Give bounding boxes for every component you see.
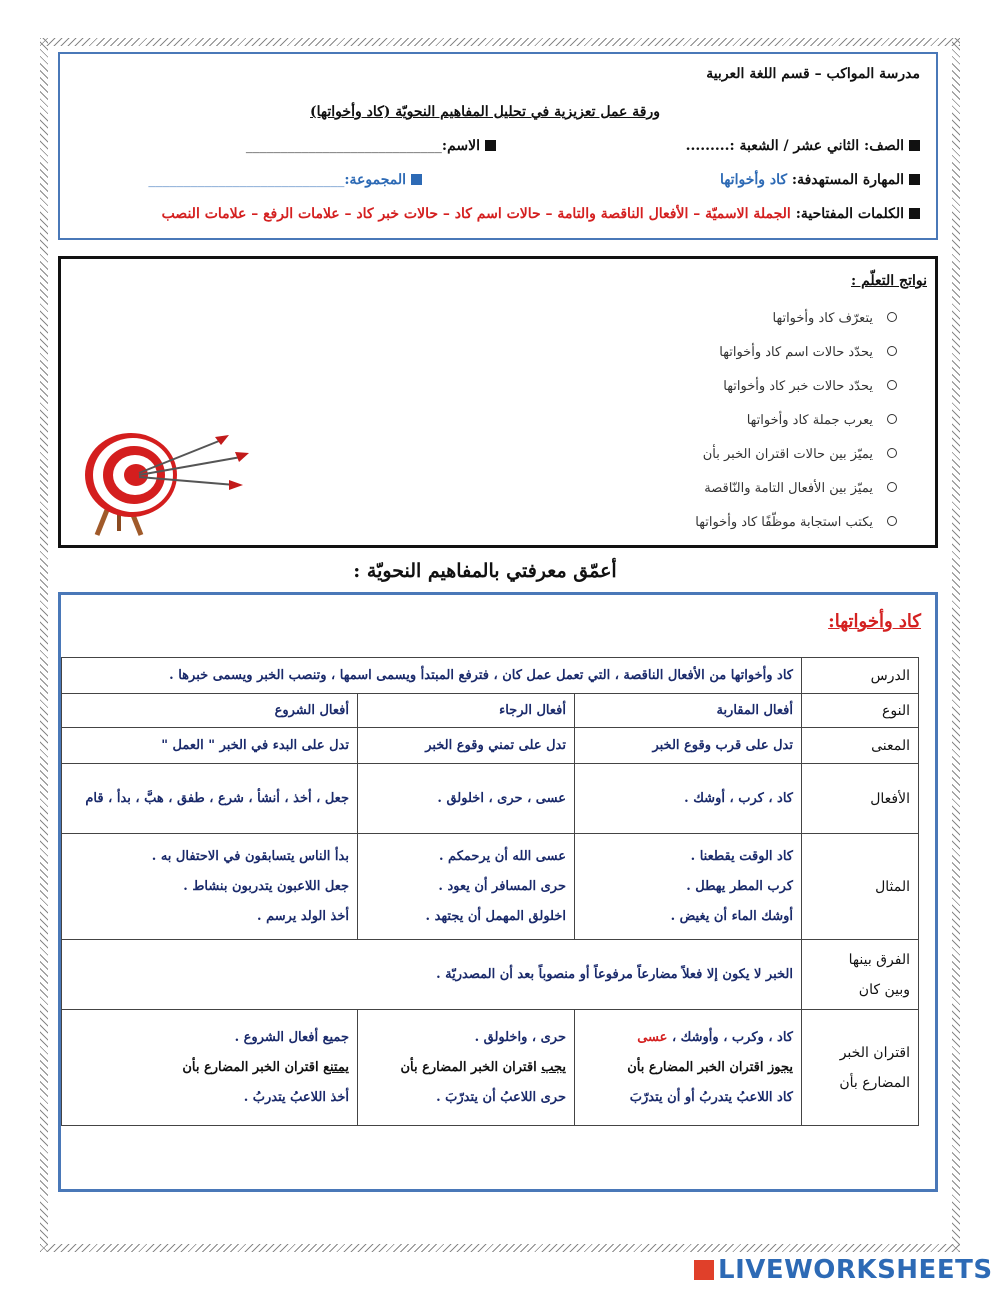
circle-bullet-icon xyxy=(887,312,897,322)
group-line xyxy=(148,172,422,188)
assoc-text: كاد ، وكرب ، وأوشك ، xyxy=(667,1029,793,1045)
assoc-text: اقتران الخبر المضارع بأن xyxy=(627,1059,768,1075)
worksheet-title xyxy=(310,104,660,120)
circle-bullet-icon xyxy=(887,414,897,424)
square-bullet-icon xyxy=(485,140,496,151)
square-bullet-icon xyxy=(909,208,920,219)
table-cell: تدل على قرب وقوع الخبر xyxy=(575,728,802,764)
row-header-line: الفرق بينها xyxy=(848,951,910,968)
circle-bullet-icon xyxy=(887,482,897,492)
table-row xyxy=(62,694,919,728)
table-cell: أفعال المقاربة xyxy=(575,694,802,728)
table-cell: تدل على تمني وقوع الخبر xyxy=(358,728,575,764)
assoc-text: اقتران الخبر المضارع بأن xyxy=(400,1059,542,1075)
table-cell xyxy=(575,834,802,940)
row-header-line: المضارع بأن xyxy=(839,1074,910,1091)
outcomes-title: نواتج التعلّم : xyxy=(851,273,927,289)
outcome-item xyxy=(695,515,897,530)
keywords-value: الجملة الاسميّة – الأفعال الناقصة والتامة – حالات اسم كاد – حالات خبر كاد – علامات الرفع – علامات النصب xyxy=(161,206,791,222)
row-header: المعنى xyxy=(802,728,919,764)
outcome-item xyxy=(773,311,898,326)
row-header xyxy=(802,940,919,1010)
outcome-text: يميّز بين الأفعال التامة والنّاقصة xyxy=(704,481,873,496)
assoc-rule: يجوز xyxy=(767,1059,793,1075)
assoc-line: أخذ اللاعبُ يتدربُ . xyxy=(243,1089,349,1105)
name-line xyxy=(246,138,496,154)
table-cell xyxy=(575,1010,802,1126)
header-box xyxy=(58,52,938,240)
assoc-line xyxy=(583,1023,793,1053)
group-label: المجموعة: xyxy=(344,172,406,188)
table-row xyxy=(62,1010,919,1126)
example-line: حرى المسافر أن يعود . xyxy=(438,878,566,894)
outcome-text: يتعرّف كاد وأخواتها xyxy=(772,311,873,326)
table-cell: أفعال الشروع xyxy=(62,694,358,728)
outcome-text: يعرب جملة كاد وأخواتها xyxy=(746,413,873,428)
example-line: جعل اللاعبون يتدربون بنشاط . xyxy=(183,878,349,894)
outcome-item xyxy=(719,345,897,360)
section-heading: أعمّق معرفتي بالمفاهيم النحويّة : xyxy=(353,560,617,582)
worksheet-title-text: ورقة عمل تعزيزية في تحليل المفاهيم النحويّة (كاد وأخواتها) xyxy=(310,104,660,120)
school-name: مدرسة المواكب – قسم اللغة العربية xyxy=(706,66,920,82)
outcome-item xyxy=(704,481,897,496)
circle-bullet-icon xyxy=(887,516,897,526)
row-header: المثال xyxy=(802,834,919,940)
grade-label: الصف: الثاني عشر / الشعبة :......... xyxy=(685,138,904,154)
skill-line xyxy=(720,172,920,188)
table-cell: كاد وأخواتها من الأفعال الناقصة ، التي تعمل عمل كان ، فترفع المبتدأ ويسمى اسمها ، وتنصب الخبر ويسمى خبرها . xyxy=(62,658,802,694)
row-header-line: وبين كان xyxy=(858,981,910,998)
square-bullet-icon xyxy=(909,174,920,185)
outcome-text: يكتب استجابة موظّفًا كاد وأخواتها xyxy=(695,515,873,530)
example-line: كرب المطر يهطل . xyxy=(686,878,793,894)
liveworksheets-logo xyxy=(694,1255,993,1285)
assoc-line: حرى ، واخلولق . xyxy=(474,1029,566,1045)
assoc-line: كاد اللاعبُ يتدربُ أو أن يتدرّبَ xyxy=(629,1089,793,1105)
keywords-line xyxy=(162,206,920,222)
example-line: أخذ الولد يرسم . xyxy=(257,908,349,924)
circle-bullet-icon xyxy=(887,346,897,356)
table-cell: تدل على البدء في الخبر " العمل " xyxy=(62,728,358,764)
assoc-rule: يجب xyxy=(541,1059,566,1075)
keywords-label: الكلمات المفتاحية: xyxy=(795,206,904,222)
table-row xyxy=(62,834,919,940)
name-field[interactable]: ____________________________ xyxy=(245,138,442,154)
skill-label: المهارة المستهدفة: xyxy=(791,172,904,188)
example-line: كاد الوقت يقطعنا . xyxy=(690,848,793,864)
table-cell: جعل ، أخذ ، أنشأ ، شرع ، طفق ، هبَّ ، بدأ ، قام xyxy=(62,764,358,834)
example-line: اخلولق المهمل أن يجتهد . xyxy=(425,908,566,924)
outcome-text: يحدّد حالات خبر كاد وأخواتها xyxy=(723,379,873,394)
assoc-line xyxy=(583,1053,793,1083)
lesson-table xyxy=(61,657,919,1126)
decorative-border-right xyxy=(952,38,960,1252)
outcome-text: يميّز بين حالات اقتران الخبر بأن xyxy=(702,447,873,462)
outcome-item xyxy=(703,447,897,462)
table-row xyxy=(62,658,919,694)
row-header: النوع xyxy=(802,694,919,728)
assoc-line: حرى اللاعبُ أن يتدرّبَ . xyxy=(436,1089,566,1105)
example-line: بدأ الناس يتسابقون في الاحتفال به . xyxy=(151,848,349,864)
table-cell: عسى ، حرى ، اخلولق . xyxy=(358,764,575,834)
example-line: عسى الله أن يرحمكم . xyxy=(439,848,566,864)
table-row xyxy=(62,764,919,834)
lesson-box xyxy=(58,592,938,1192)
square-bullet-icon xyxy=(909,140,920,151)
table-cell: الخبر لا يكون إلا فعلاً مضارعاً مرفوعاً أو منصوباً بعد أن المصدريّة . xyxy=(62,940,802,1010)
row-header: الأفعال xyxy=(802,764,919,834)
group-field[interactable]: ____________________________ xyxy=(148,172,345,188)
lesson-title: كاد وأخواتها: xyxy=(828,611,921,632)
decorative-border-bottom xyxy=(40,1244,960,1252)
logo-text: LIVEWORKSHEETS xyxy=(718,1255,993,1285)
circle-bullet-icon xyxy=(887,380,897,390)
circle-bullet-icon xyxy=(887,448,897,458)
decorative-border-top xyxy=(40,38,960,46)
table-cell xyxy=(358,1010,575,1126)
table-cell xyxy=(62,1010,358,1126)
table-row xyxy=(62,728,919,764)
assoc-line xyxy=(70,1053,349,1083)
square-bullet-icon xyxy=(411,174,422,185)
row-header xyxy=(802,1010,919,1126)
outcome-item xyxy=(723,379,897,394)
assoc-line xyxy=(366,1053,566,1083)
outcome-item xyxy=(747,413,897,428)
row-header-line: اقتران الخبر xyxy=(839,1044,910,1061)
skill-value: كاد وأخواتها xyxy=(719,172,788,188)
assoc-highlight: عسى xyxy=(637,1029,668,1045)
decorative-border-left xyxy=(40,38,48,1252)
grade-line xyxy=(686,138,920,154)
table-cell: أفعال الرجاء xyxy=(358,694,575,728)
target-arrows-icon xyxy=(69,427,249,539)
assoc-line: جميع أفعال الشروع . xyxy=(234,1029,349,1045)
assoc-text: اقتران الخبر المضارع بأن xyxy=(182,1059,324,1075)
table-cell xyxy=(358,834,575,940)
logo-mark-icon xyxy=(694,1260,714,1280)
row-header: الدرس xyxy=(802,658,919,694)
outcome-text: يحدّد حالات اسم كاد وأخواتها xyxy=(719,345,873,360)
example-line: أوشك الماء أن يغيض . xyxy=(670,908,793,924)
learning-outcomes-box xyxy=(58,256,938,548)
name-label: الاسم: xyxy=(441,138,480,154)
assoc-rule: يمتنع xyxy=(323,1059,349,1075)
table-cell: كاد ، كرب ، أوشك . xyxy=(575,764,802,834)
table-row xyxy=(62,940,919,1010)
table-cell xyxy=(62,834,358,940)
